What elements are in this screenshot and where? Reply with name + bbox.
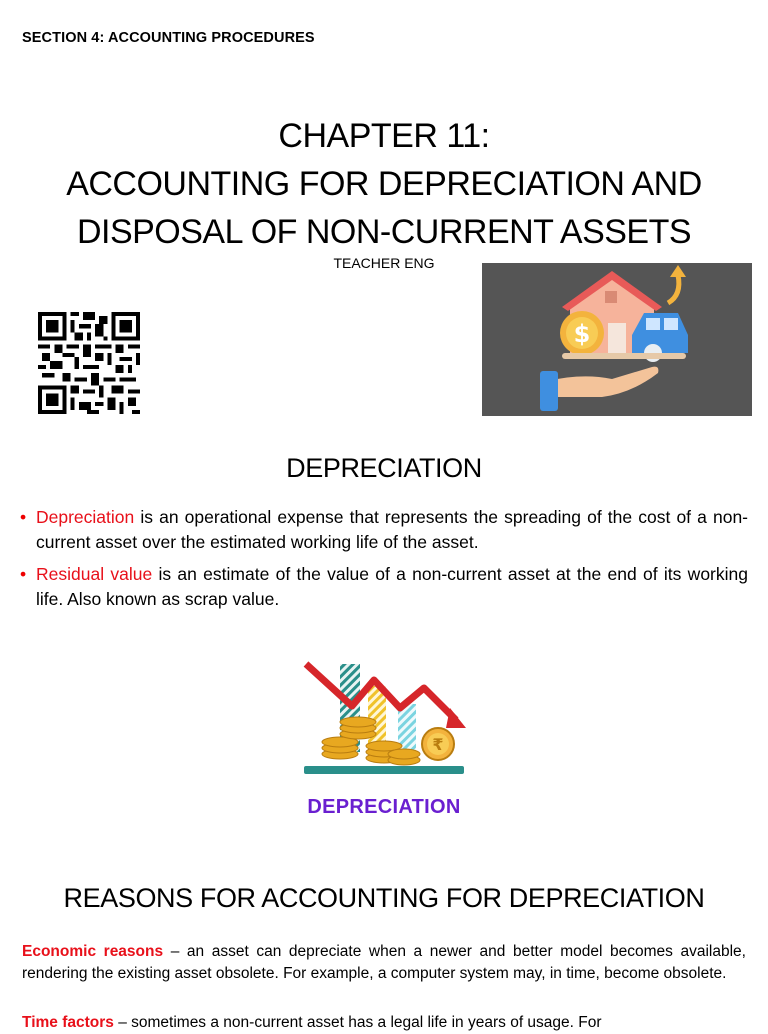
definition-text: is an operational expense that represents the spreading of the cost of a non-current asset over the estimated working life of the asset. xyxy=(36,507,748,552)
economic-reasons-paragraph xyxy=(22,941,746,985)
paragraph-text: – sometimes a non-current asset has a legal life in years of usage. For xyxy=(113,1014,602,1031)
falling-chart-coins-icon xyxy=(300,660,470,782)
depreciation-definition xyxy=(20,505,748,555)
qr-code-icon[interactable] xyxy=(38,312,140,414)
chapter-title xyxy=(0,112,768,256)
reasons-heading: REASONS FOR ACCOUNTING FOR DEPRECIATION xyxy=(63,883,705,913)
depreciation-heading: DEPRECIATION xyxy=(286,453,482,483)
depreciation-logo-text: DEPRECIATION xyxy=(307,796,461,818)
bullet-icon: • xyxy=(20,507,27,527)
section-header: SECTION 4: ACCOUNTING PROCEDURES xyxy=(22,30,315,46)
bullet-icon: • xyxy=(20,564,27,584)
definition-text: is an estimate of the value of a non-current asset at the end of its working life. Also known as scrap value. xyxy=(36,564,748,609)
teacher-name: TEACHER ENG xyxy=(333,255,435,271)
time-factors-paragraph xyxy=(22,1012,746,1034)
chapter-title-line: CHAPTER 11: xyxy=(278,117,490,155)
chapter-title-line: DISPOSAL OF NON-CURRENT ASSETS xyxy=(76,213,692,251)
chapter-title-line: ACCOUNTING FOR DEPRECIATION AND xyxy=(66,165,702,203)
paragraph-text: – an asset can depreciate when a newer and better model becomes available, rendering the existing asset obsolete. For example, a computer system may, in time, become obsolete. xyxy=(22,943,746,982)
residual-value-definition xyxy=(20,562,748,612)
term-residual-value: Residual value xyxy=(36,564,153,584)
term-time-factors: Time factors xyxy=(22,1014,114,1031)
house-car-money-hand-icon xyxy=(482,263,752,416)
term-depreciation: Depreciation xyxy=(36,507,135,527)
term-economic-reasons: Economic reasons xyxy=(22,943,164,960)
svg-text:₹: ₹ xyxy=(432,735,444,754)
svg-text:$: $ xyxy=(573,320,591,348)
